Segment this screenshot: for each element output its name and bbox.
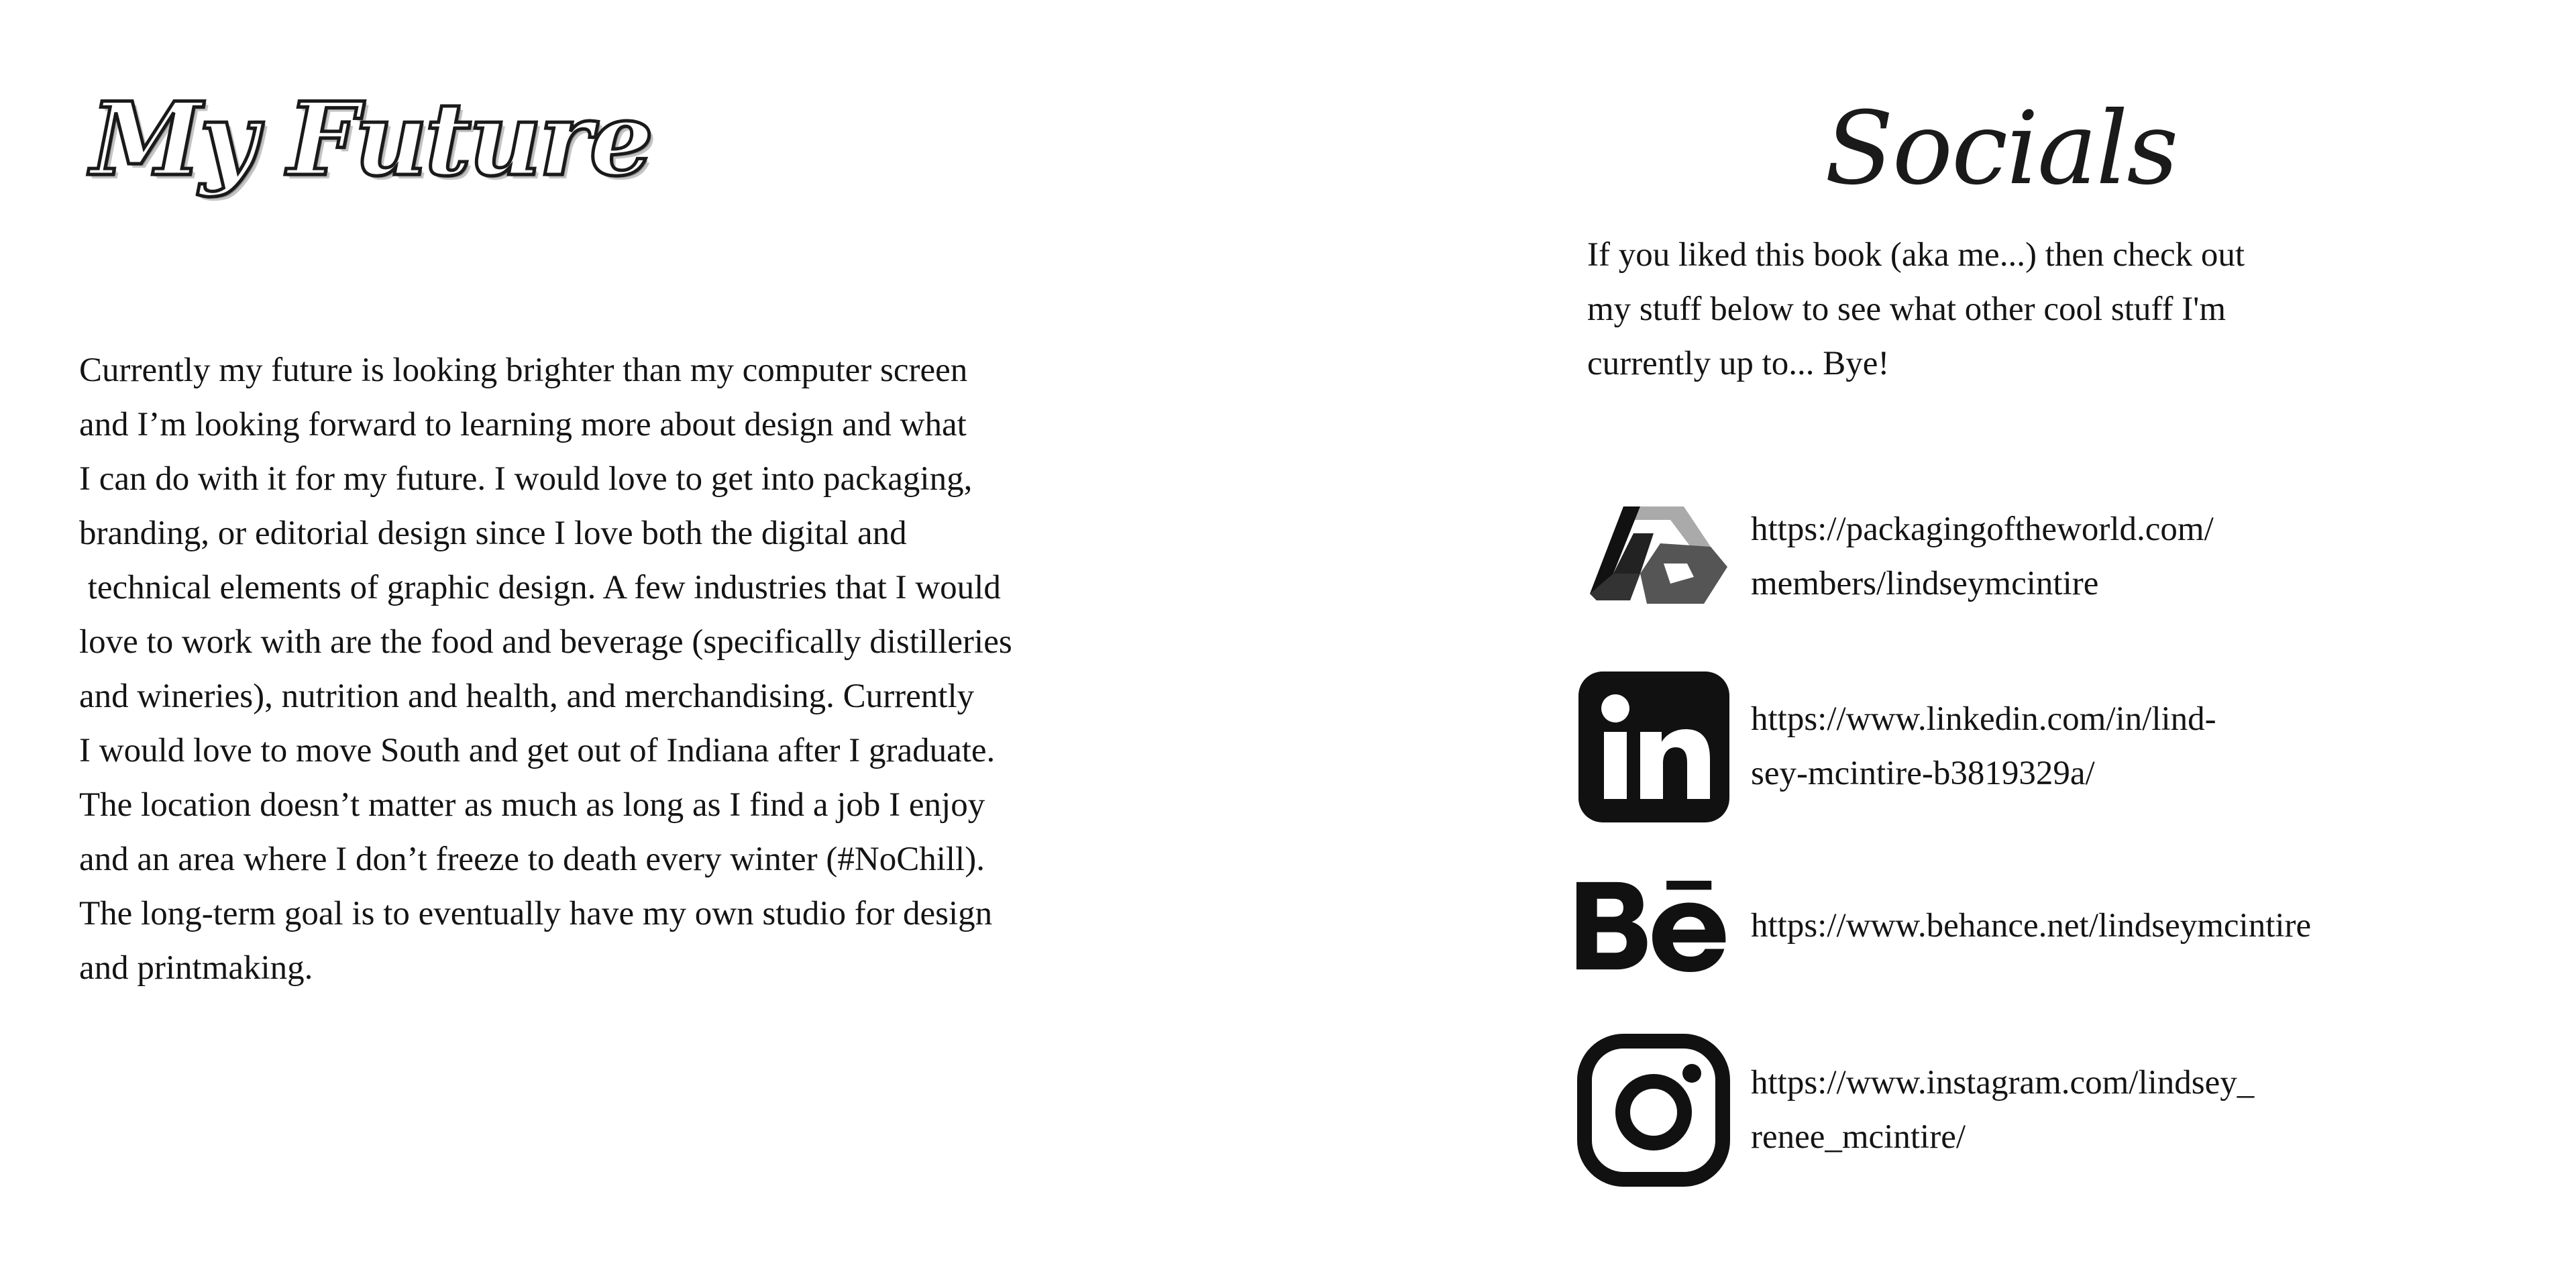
- socials-intro-text: [1587, 228, 2392, 391]
- page-title-my-future: My Future: [91, 80, 651, 199]
- body-line: The location doesn’t matter as much as long as I find a job I enjoy: [79, 786, 985, 824]
- link-line: https://www.instagram.com/lindsey_: [1751, 1064, 2255, 1102]
- packaging-link[interactable]: [1751, 502, 2214, 611]
- social-row-packaging: [1576, 480, 2549, 634]
- body-line: love to work with are the food and beverage (specifically distilleries: [79, 623, 1012, 661]
- behance-link[interactable]: [1751, 899, 2311, 953]
- body-line: and I’m looking forward to learning more about design and what: [79, 406, 967, 443]
- body-line: Currently my future is looking brighter than my computer screen: [79, 352, 968, 389]
- intro-line: my stuff below to see what other cool stuff I'm: [1587, 290, 2226, 328]
- link-line: https://www.behance.net/lindseymcintire: [1751, 906, 2312, 945]
- behance-icon[interactable]: [1576, 849, 1731, 1003]
- right-page: [1288, 0, 2576, 1288]
- linkedin-link[interactable]: [1751, 692, 2216, 801]
- instagram-link[interactable]: [1751, 1056, 2254, 1165]
- instagram-icon[interactable]: [1576, 1033, 1731, 1187]
- page-title-socials: Socials: [1825, 91, 2178, 207]
- body-line: I would love to move South and get out of Indiana after I graduate.: [79, 732, 996, 769]
- intro-line: If you liked this book (aka me...) then check out: [1587, 236, 2245, 274]
- future-body-text: [79, 343, 1179, 996]
- body-line: technical elements of graphic design. A few industries that I would: [79, 569, 1001, 606]
- link-line: https://www.linkedin.com/in/lind-: [1751, 700, 2216, 738]
- body-line: I can do with it for my future. I would love to get into packaging,: [79, 460, 973, 498]
- social-row-behance: [1576, 849, 2549, 1003]
- body-line: and wineries), nutrition and health, and merchandising. Currently: [79, 678, 975, 715]
- social-row-instagram: [1576, 1033, 2549, 1187]
- body-line: The long-term goal is to eventually have my own studio for design: [79, 895, 993, 932]
- link-line: https://packagingoftheworld.com/: [1751, 511, 2214, 548]
- body-line: and printmaking.: [79, 949, 313, 987]
- linkedin-icon[interactable]: [1576, 669, 1731, 824]
- intro-line: currently up to... Bye!: [1587, 345, 1890, 382]
- packaging-of-the-world-icon[interactable]: [1576, 480, 1731, 634]
- link-line: renee_mcintire/: [1751, 1118, 1966, 1156]
- body-line: and an area where I don’t freeze to death every winter (#NoChill).: [79, 841, 985, 878]
- link-line: sey-mcintire-b3819329a/: [1751, 755, 2095, 792]
- link-line: members/lindseymcintire: [1751, 565, 2099, 602]
- social-row-linkedin: [1576, 669, 2549, 824]
- body-line: branding, or editorial design since I love both the digital and: [79, 515, 907, 552]
